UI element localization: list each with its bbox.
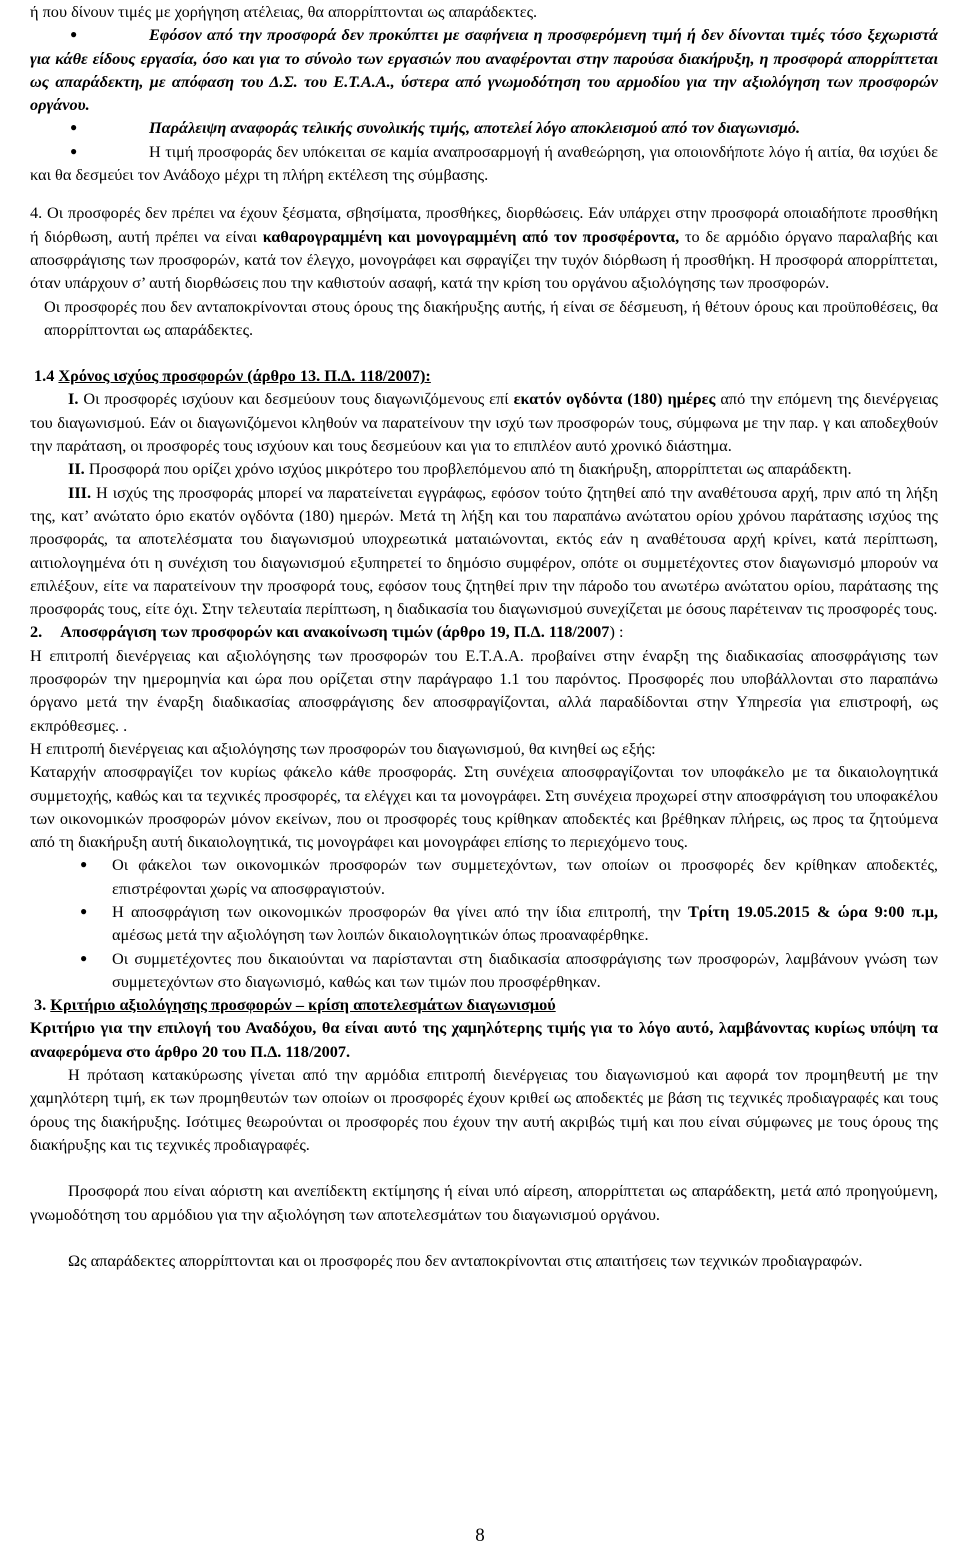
list-item-bold: Τρίτη 19.05.2015 & ώρα 9:00 π.μ, bbox=[687, 901, 939, 921]
section-2-list-item-3 bbox=[30, 947, 938, 994]
spacer bbox=[30, 1226, 938, 1249]
bullet-icon: ● bbox=[70, 27, 78, 42]
section-3-heading bbox=[30, 993, 938, 1016]
bullet-icon: ● bbox=[80, 857, 88, 872]
list-item-text: Η αποσφράγιση των οικονομικών προσφορών θα γίνει από την ίδια επιτροπή, την bbox=[112, 901, 688, 921]
section-2-para-1: Η επιτροπή διενέργειας και αξιολόγησης των προσφορών του Ε.Τ.Α.Α. προβαίνει στην έναρξη της διαδικασίας αποσφράγισης των προσφορών την ημερομηνία και ώρα που ορίζεται στην παράγραφο 1.1 του παρόντος. Προσφορές που υποβάλλονται στο παραπάνω όργανο μετά την έναρξη διαδικασίας αποσφράγισης δεν αποσφραγίζονται, αλλά παραδίδονται στην Υπηρεσία για επιστροφή, ως εκπρόθεσμες. . bbox=[30, 645, 938, 735]
page-number: 8 bbox=[475, 1525, 485, 1546]
item-i-text-2: από την επόμενη της διενέργειας του διαγωνισμού. Εάν οι διαγωνιζόμενοι κληθούν να παρατείνουν την ισχύ των προσφορών τους, σύμφωνα με την παρ. γ και αποδεχθούν την παράταση, οι προσφορές τους ισχύουν και τους δεσμεύουν και για το επιπλέον αυτό χρονικό διάστημα. bbox=[30, 389, 938, 456]
list-item-text-2: αμέσως μετά την αξιολόγηση των λοιπών δικαιολογητικών όπως προαναφέρθηκε. bbox=[112, 925, 649, 945]
section-2-title-tail: ) : bbox=[609, 622, 624, 642]
item-iii-label: ΙΙΙ. bbox=[68, 482, 92, 502]
spacer bbox=[30, 186, 938, 201]
section-2-heading bbox=[30, 620, 938, 643]
section-1-4-item-iii bbox=[30, 481, 938, 621]
item-ii-text: Προσφορά που ορίζει χρόνο ισχύος μικρότερο του προβλεπόμενου από τη διακήρυξη, απορρίπτεται ως απαράδεκτη. bbox=[84, 459, 852, 479]
paragraph-4-text-2: το δε αρμόδιο όργανο παραλαβής και αποσφράγισης των προσφορών, κατά τον έλεγχο, μονογράφει και σφραγίζει την τυχόν διόρθωση ή προσθήκη. Η προσφορά απορρίπτεται, όταν υπάρχουν σ’ αυτή διορθώσεις που την καθιστούν ασαφή, κατά την κρίση του οργάνου αξιολόγησης των προσφορών. bbox=[30, 226, 939, 293]
section-2-list-item-1 bbox=[30, 853, 938, 900]
bullet-paragraph-2 bbox=[30, 116, 938, 139]
section-2-para-3: Καταρχήν αποσφραγίζει τον κυρίως φάκελο κάθε προσφοράς. Στη συνέχεια αποσφραγίζονται τον υποφάκελο με τα δικαιολογητικά συμμετοχής, καθώς και τα τεχνικές προσφορές, τα ελέγχει και τα μονογράφει. Στη συνέχεια προχωρεί στην αποσφράγιση του υποφακέλου των οικονομικών προσφορών μόνον εκείνων, που οι προσφορές τους κρίθηκαν αποδεκτές και βρέθηκαν πλήρεις, ως προς τα ζητούμενα από τη διακήρυξη αυτή δικαιολογητικά, τις μονογράφει και μονογράφει επίσης το περιεχόμενο τους. bbox=[30, 762, 938, 852]
bullet-icon: ● bbox=[70, 120, 78, 135]
section-2-para-2: Η επιτροπή διενέργειας και αξιολόγησης των προσφορών του διαγωνισμού, θα κινηθεί ως εξής: bbox=[30, 738, 656, 758]
section-3-para-2: Προσφορά που είναι αόριστη και ανεπίδεκτη εκτίμησης ή είναι υπό αίρεση, απορρίπτεται ως απαράδεκτη, μετά από προηγούμενη, γνωμοδότηση του αρμόδιου για την αξιολόγηση των αποτελεσμάτων του διαγωνισμού οργάνου. bbox=[30, 1181, 938, 1224]
section-1-4-item-i bbox=[30, 387, 938, 457]
bullet-paragraph-1 bbox=[30, 23, 938, 116]
bullet-text-3: Η τιμή προσφοράς δεν υπόκειται σε καμία αναπροσαρμογή ή αναθεώρηση, για οποιονδήποτε λόγο ή αιτία, θα ισχύει δε και θα δεσμεύει τον Ανάδοχο μέχρι τη πλήρη εκτέλεση της σύμβασης. bbox=[30, 141, 938, 185]
paragraph-4 bbox=[30, 201, 938, 294]
paragraph-4-bold: καθαρογραμμένη και μονογραμμένη από τον προσφέροντα, bbox=[262, 226, 680, 246]
paragraph-4-second: Οι προσφορές που δεν ανταποκρίνονται στους όρους της διακήρυξης αυτής, ή είναι σε δέσμευση, ή θέτουν όρους και προϋποθέσεις, θα απορρίπτονται ως απαράδεκτες. bbox=[44, 296, 938, 339]
spacer bbox=[30, 341, 938, 364]
section-3-bold-paragraph: Κριτήριο για την επιλογή του Αναδόχου, θα είναι αυτό της χαμηλότερης τιμής για το λόγο αυτό, λαμβάνοντας κυρίως υπόψη τα αναφερόμενα στο άρθρο 20 του Π.Δ. 118/2007. bbox=[30, 1018, 938, 1061]
bullet-icon: ● bbox=[70, 143, 78, 158]
item-i-bold: εκατόν ογδόντα (180) ημέρες bbox=[513, 389, 716, 409]
section-3-title: Κριτήριο αξιολόγησης προσφορών – κρίση αποτελεσμάτων διαγωνισμού bbox=[50, 995, 556, 1015]
item-ii-label: ΙΙ. bbox=[68, 459, 85, 479]
item-iii-text: Η ισχύς της προσφοράς μπορεί να παρατείνεται εγγράφως, εφόσον τούτο ζητηθεί από την αναθέτουσα αρχή, πριν από τη λήξη της, κατ’ ανώτατο όριο εκατόν ογδόντα (180) ημερών. Μετά τη λήξη και του παραπάνω ανώτατου ορίου χρόνου παράτασης ισχύος της προσφοράς, τα αποτελέσματα του διαγωνισμού υποχρεωτικά ματαιώνονται, εκτός εάν η αναθέτουσα αρχή κρίνει, κατά περίπτωση, αιτιολογημένα ότι η συνέχιση του διαγωνισμού εξυπηρετεί το δημόσιο συμφέρον, οπότε οι συμμετέχοντες στον διαγωνισμό μπορούν να επιλέξουν, είτε να παρατείνουν την προσφορά τους, εφόσον τους ζητηθεί πριν την πάροδο του ανωτέρω ανώτατου ορίου, παράτασης της προσφοράς τους, είτε όχι. Στην τελευταία περίπτωση, η διαδικασία του διαγωνισμού συνεχίζεται με όσους παρέτειναν τις προσφορές τους. bbox=[30, 482, 938, 619]
paragraph-4-text: 4. Οι προσφορές δεν πρέπει να έχουν ξέσματα, σβησίματα, προσθήκες, διορθώσεις. Εάν υπάρχει στην προσφορά οποιαδήποτε προσθήκη ή διόρθωση, αυτή πρέπει να είναι bbox=[30, 203, 938, 246]
section-1-4-heading bbox=[30, 364, 938, 387]
section-3-para-3: Ως απαράδεκτες απορρίπτονται και οι προσφορές που δεν ανταποκρίνονται στις απαιτήσεις των τεχνικών προδιαγραφών. bbox=[68, 1250, 863, 1270]
bullet-icon: ● bbox=[80, 950, 88, 965]
spacer bbox=[30, 1156, 938, 1179]
section-3-para-1: Η πρόταση κατακύρωσης γίνεται από την αρμόδια επιτροπή διενέργειας του διαγωνισμού και αφορά τον προμηθευτή με την χαμηλότερη τιμή, εκ των προμηθευτών των οποίων οι προσφορές έχουν κριθεί ως αποδεκτές με βάση τις τεχνικές προδιαγραφές και τους όρους της διακήρυξης. Ισότιμες θεωρούνται οι προσφορές που έχουν την αυτή ακριβώς τιμή και που είναι σύμφωνες με τους όρους της διακήρυξης και τις τεχνικές προδιαγραφές. bbox=[30, 1065, 938, 1154]
section-1-4-number: 1.4 bbox=[34, 366, 59, 386]
section-2-number: 2. bbox=[30, 622, 43, 642]
item-i-text: Οι προσφορές ισχύουν και δεσμεύουν τους διαγωνιζόμενους επί bbox=[78, 389, 514, 409]
bullet-icon: ● bbox=[80, 903, 88, 918]
section-2-title: Αποσφράγιση των προσφορών και ανακοίνωση τιμών (άρθρο 19, Π.Δ. 118/2007 bbox=[60, 622, 610, 642]
top-line: ή που δίνουν τιμές με χορήγηση ατέλειας, θα απορρίπτονται ως απαράδεκτες. bbox=[30, 2, 538, 21]
list-item-text: Οι συμμετέχοντες που δικαιούνται να παρίστανται στη διαδικασία αποσφράγισης των προσφορών, λαμβάνουν γνώση των συμμετεχόντων στο διαγωνισμό, καθώς και των τιμών που προσφέρθηκαν. bbox=[112, 948, 938, 991]
bullet-text-1: Εφόσον από την προσφορά δεν προκύπτει με σαφήνεια η προσφερόμενη τιμή ή δεν δίνονται τιμές τόσο ξεχωριστά για κάθε είδους εργασία, όσο και για το σύνολο των εργασιών που αναφέρονται στην παρούσα διακήρυξη, η προσφορά απορρίπτεται ως απαράδεκτη, με απόφαση του Δ.Σ. του Ε.Τ.Α.Α., ύστερα από γνωμοδότηση του αρμοδίου για την αξιολόγηση των προσφορών οργάνου. bbox=[30, 25, 938, 115]
section-1-4-title: Χρόνος ισχύος προσφορών (άρθρο 13. Π.Δ. 118/2007): bbox=[58, 366, 431, 386]
bullet-text-2: Παράλειψη αναφοράς τελικής συνολικής τιμής, αποτελεί λόγο αποκλεισμού από τον διαγωνισμό. bbox=[149, 118, 801, 138]
bullet-paragraph-3 bbox=[30, 140, 938, 187]
section-3-number: 3. bbox=[34, 995, 47, 1015]
section-1-4-item-ii bbox=[30, 457, 938, 480]
item-i-label: Ι. bbox=[68, 389, 79, 409]
section-2-list-item-2 bbox=[30, 900, 938, 947]
list-item-text: Οι φάκελοι των οικονομικών προσφορών των συμμετεχόντων, των οποίων οι προσφορές δεν κρίθηκαν αποδεκτές, επιστρέφονται χωρίς να αποσφραγιστούν. bbox=[112, 855, 938, 898]
